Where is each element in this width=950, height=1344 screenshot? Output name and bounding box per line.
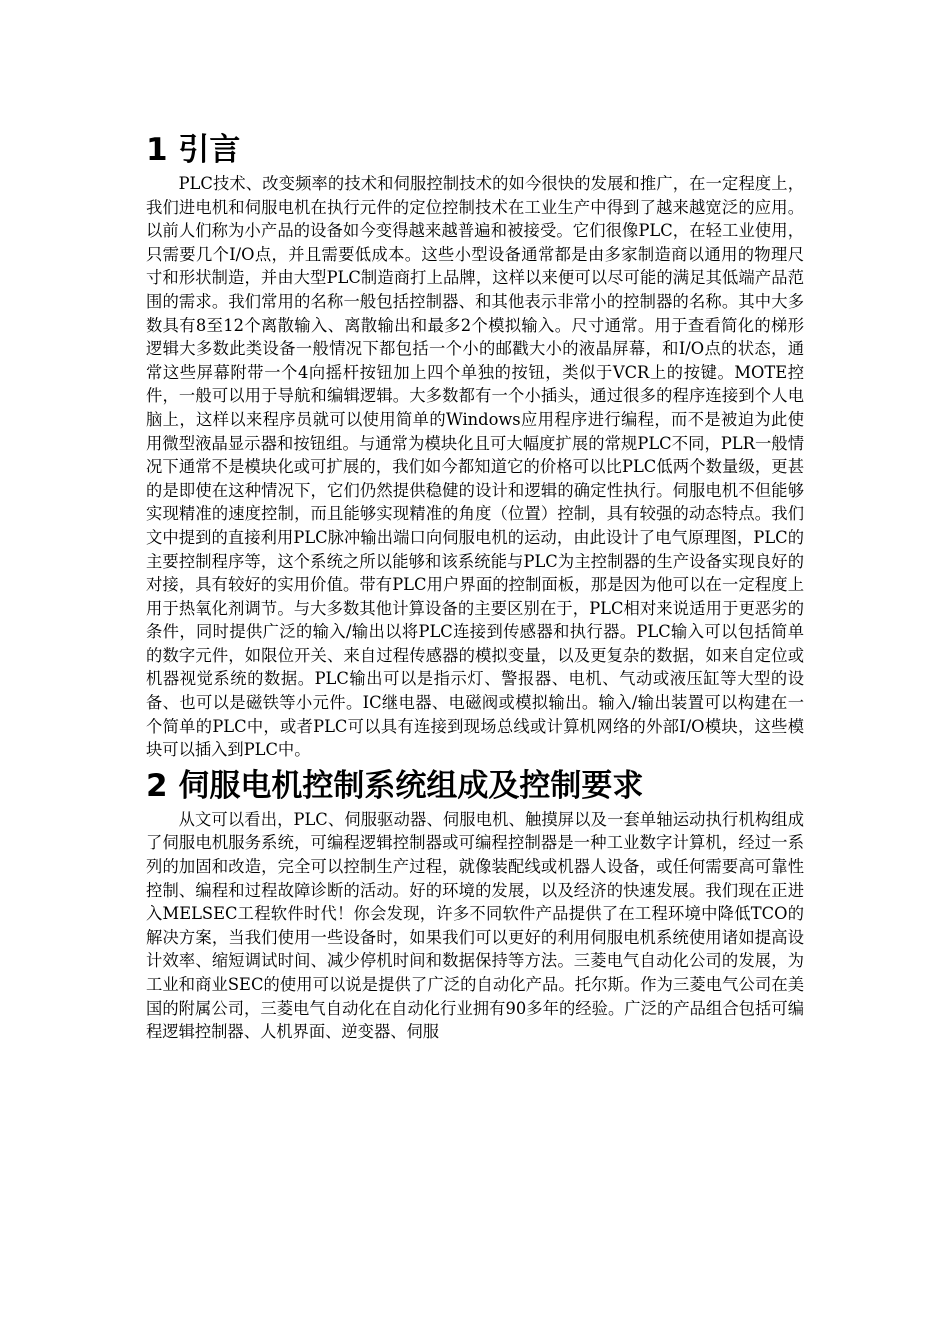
section-body-servo-system: 从文可以看出，PLC、伺服驱动器、伺服电机、触摸屏以及一套单轴运动执行机构组成了伺服电机服务系统，可编程逻辑控制器或可编程控制器是一种工业数字计算机，经过一系列的加固和改造，完全可以控制生产过程，就像装配线或机器人设备，或任何需要高可靠性控制、编程和过程故障诊断的活动。好的环境的发展，以及经济的快速发展。我们现在正进入MELSEC工程软件时代！你会发现，许多不同软件产品提供了在工程环境中降低TCO的解决方案，当我们使用一些设备时，如果我们可以更好的利用伺服电机系统使用诸如提高设计效率、缩短调试时间、减少停机时间和数据保持等方法。三菱电气自动化公司的发展，为工业和商业SEC的使用可以说是提供了广泛的自动化产品。托尔斯。作为三菱电气公司在美国的附属公司，三菱电气自动化在自动化行业拥有90多年的经验。广泛的产品组合包括可编程逻辑控制器、人机界面、逆变器、伺服 [146,809,804,1042]
section-heading-introduction: 1 引言 [146,132,241,168]
section-heading-servo-system: 2 伺服电机控制系统组成及控制要求 [146,767,644,804]
document-page [146,128,804,1044]
section-body-introduction: PLC技术、改变频率的技术和伺服控制技术的如今很快的发展和推广，在一定程度上，我们进电机和伺服电机在执行元件的定位控制技术在工业生产中得到了越来越宽泛的应用。以前人们称为小产品的设备如今变得越来越普遍和被接受。它们很像PLC，在轻工业使用，只需要几个I/O点，并且需要低成本。这些小型设备通常都是由多家制造商以通用的物理尺寸和形状制造，并由大型PLC制造商打上品牌，这样以来便可以尽可能的满足其低端产品范围的需求。我们常用的名称一般包括控制器、和其他表示非常小的控制器的名称。其中大多数具有8至12个离散输入、离散输出和最多2个模拟输入。尺寸通常。用于查看简化的梯形逻辑大多数此类设备一般情况下都包括一个小的邮戳大小的液晶屏幕，和I/O点的状态，通常这些屏幕附带一个4向摇杆按钮加上四个单独的按钮，类似于VCR上的按键。MOTE控件，一般可以用于导航和编辑逻辑。大多数都有一个小插头，通过很多的程序连接到个人电脑上，这样以来程序员就可以使用简单的Windows应用程序进行编程，而不是被迫为此使用微型液晶显示器和按钮组。与通常为模块化且可大幅度扩展的常规PLC不同，PLR一般情况下通常不是模块化或可扩展的，我们如今都知道它的价格可以比PLC低两个数量级，更甚的是即使在这种情况下，它们仍然提供稳健的设计和逻辑的确定性执行。伺服电机不但能够实现精准的速度控制，而且能够实现精准的角度（位置）控制，具有较强的动态特点。我们文中提到的直接利用PLC脉冲输出端口向伺服电机的运动，由此设计了电气原理图，PLC的主要控制程序等，这个系统之所以能够和该系统能与PLC为主控制器的生产设备实现良好的对接，具有较好的实用价值。带有PLC用户界面的控制面板，那是因为他可以在一定程度上用于热氧化剂调节。与大多数其他计算设备的主要区别在于，PLC相对来说适用于更恶劣的条件，同时提供广泛的输入/输出以将PLC连接到传感器和执行器。PLC输入可以包括简单的数字元件，如限位开关、来自过程传感器的模拟变量，以及更复杂的数据，如来自定位或机器视觉系统的数据。PLC输出可以是指示灯、警报器、电机、气动或液压缸等大型的设备、也可以是磁铁等小元件。IC继电器、电磁阀或模拟输出。输入/输出装置可以构建在一个简单的PLC中，或者PLC可以具有连接到现场总线或计算机网络的外部I/O模块，这些模块可以插入到PLC中。 [146,174,804,760]
